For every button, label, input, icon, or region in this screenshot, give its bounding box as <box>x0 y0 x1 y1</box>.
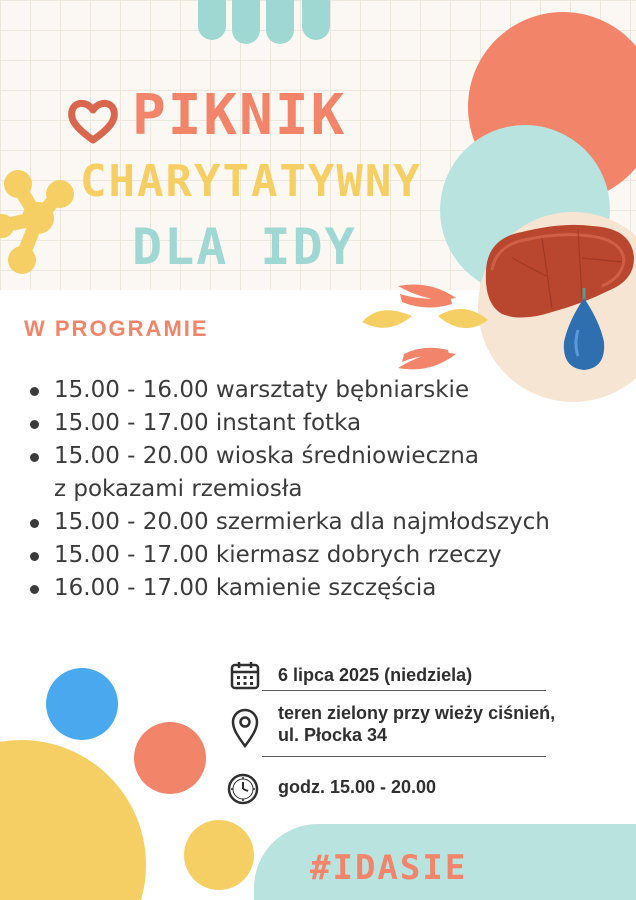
title-charytatywny: CHARYTATYWNY <box>80 156 422 207</box>
coral-yellow-flower-shape <box>360 282 490 374</box>
coral-circle-small <box>134 722 206 794</box>
program-item-text: 15.00 - 16.00 warsztaty bębniarskie <box>54 377 470 403</box>
divider <box>262 690 546 691</box>
event-time: godz. 15.00 - 20.00 <box>278 777 437 797</box>
program-item-text: z pokazami rzemiosła <box>54 476 303 502</box>
bullet-icon <box>30 387 39 396</box>
program-item-text: 15.00 - 20.00 szermierka dla najmłodszych <box>54 509 550 535</box>
bullet-icon <box>30 552 39 561</box>
liver-illustration <box>482 218 636 378</box>
event-location-line-2: ul. Płocka 34 <box>278 725 388 745</box>
program-item-text: 16.00 - 17.00 kamienie szczęścia <box>54 575 437 601</box>
program-item <box>30 440 550 473</box>
program-item-continuation <box>30 473 550 506</box>
heart-icon <box>68 98 118 144</box>
program-item <box>30 506 550 539</box>
program-item-text: 15.00 - 17.00 instant fotka <box>54 410 362 436</box>
program-item <box>30 374 550 407</box>
location-pin-icon <box>230 708 260 748</box>
program-item-text: 15.00 - 17.00 kiermasz dobrych rzeczy <box>54 542 502 568</box>
clock-icon <box>226 772 260 806</box>
hashtag: #IDASIE <box>310 848 468 888</box>
calendar-icon <box>230 660 260 690</box>
program-heading: W PROGRAMIE <box>24 316 209 341</box>
title-dla-idy: DLA IDY <box>132 218 357 276</box>
program-list <box>30 374 550 605</box>
bullet-icon <box>30 519 39 528</box>
program-item <box>30 572 550 605</box>
divider <box>262 756 546 757</box>
mint-scallop-top <box>198 0 330 48</box>
bullet-icon <box>30 585 39 594</box>
bullet-icon <box>30 420 39 429</box>
program-item <box>30 407 550 440</box>
yellow-molecule-shape <box>0 168 80 278</box>
bullet-icon <box>30 453 39 462</box>
yellow-circle-small-bottom <box>184 820 254 890</box>
event-location-line-1: teren zielony przy wieży ciśnień, <box>278 703 556 723</box>
title-piknik: PIKNIK <box>132 83 347 148</box>
program-item-text: 15.00 - 20.00 wioska średniowieczna <box>54 443 479 469</box>
program-item <box>30 539 550 572</box>
event-date: 6 lipca 2025 (niedziela) <box>278 665 473 685</box>
blue-circle <box>46 668 118 740</box>
